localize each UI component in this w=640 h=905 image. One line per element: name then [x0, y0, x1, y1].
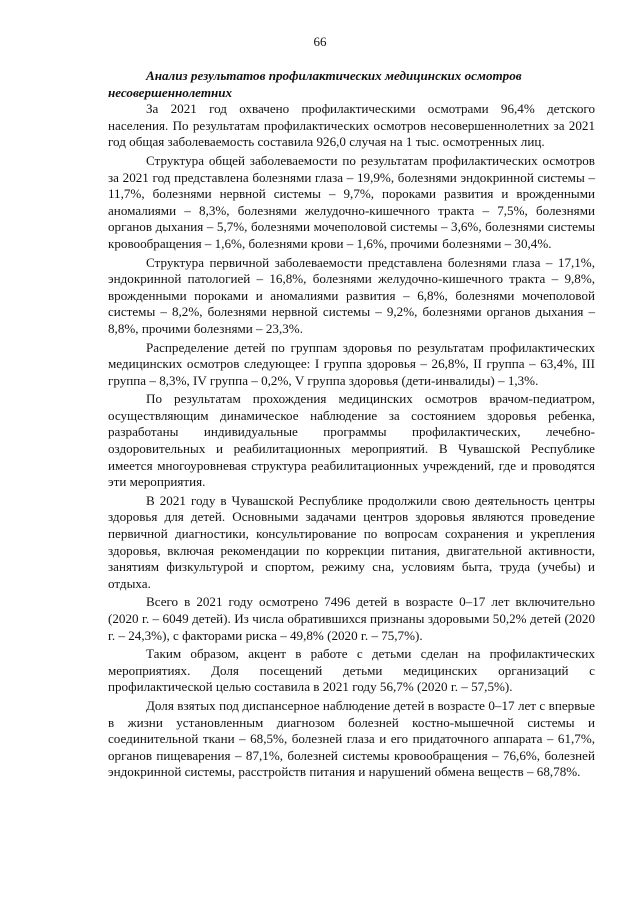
- paragraph-prevention-focus: Таким образом, акцент в работе с детьми сделан на профилактических мероприятиях. Доля посещений детьми медицинских организаций с профилактической целью составила в 2021 году 56,7% (2020 г. – 57,5%).: [108, 646, 595, 695]
- paragraph-dispensary-observation: Доля взятых под диспансерное наблюдение детей в возрасте 0–17 лет с впервые в жизни установленным диагнозом болезней костно-мышечной системы и соединительной ткани – 68,5%, болезней глаза и его придаточного аппарата – 61,7%, органов пищеварения – 87,1%, болезней системы кровообращения – 76,6%, болезней эндокринной системы, расстройств питания и нарушений обмена веществ – 68,78%.: [108, 697, 595, 780]
- page-number: 66: [313, 34, 327, 49]
- paragraph-primary-morbidity: Структура первичной заболеваемости представлена болезнями глаза – 17,1%, эндокринной патологией – 16,8%, болезнями желудочно-кишечного тракта – 9,8%, врожденными пороками и аномалиями развития – 6,8%, болезнями мочеполовой системы – 8,2%, болезнями нервной системы – 9,2%, болезнями органов дыхания – 8,8%, прочими болезнями – 23,3%.: [108, 254, 595, 336]
- document-body: [108, 68, 595, 783]
- paragraph-coverage: За 2021 год охвачено профилактическими осмотрами 96,4% детского населения. По результатам профилактических осмотров несовершеннолетних за 2021 год общая заболеваемость составила 926,0 случая на 1 тыс. осмотренных лиц.: [108, 101, 595, 150]
- paragraph-health-centers: В 2021 году в Чувашской Республике продолжили свою деятельность центры здоровья для детей. Основными задачами центров здоровья являются проведение первичной диагностики, консультирование по вопросам сохранения и укрепления здоровья, включая рекомендации по коррекции питания, двигательной активности, занятиям физкультурой и спортом, режиму сна, условиям быта, труда (учебы) и отдыха.: [108, 492, 595, 591]
- paragraph-general-morbidity: Структура общей заболеваемости по результатам профилактических осмотров за 2021 год представлена болезнями глаза – 19,9%, болезнями эндокринной системы – 11,7%, болезнями нервной системы – 9,7%, пороками развития и врожденными аномалиями – 8,3%, болезнями желудочно-кишечного тракта – 7,5%, болезнями органов дыхания – 5,7%, болезнями мочеполовой системы – 3,6%, болезнями системы кровообращения – 1,6%, болезнями крови – 1,6%, прочими болезнями – 30,4%.: [108, 152, 595, 251]
- paragraph-health-groups: Распределение детей по группам здоровья по результатам профилактических медицинских осмотров следующее: I группа здоровья – 26,8%, II группа – 63,4%, III группа – 8,3%, IV группа – 0,2%, V группа здоровья (дети-инвалиды) – 1,3%.: [108, 339, 595, 388]
- paragraph-rehabilitation: По результатам прохождения медицинских осмотров врачом-педиатром, осуществляющим динамическое наблюдение за состоянием здоровья ребенка, разработаны индивидуальные программы профилактических, лечебно-оздоровительных и реабилитационных мероприятий. В Чувашской Республике имеется многоуровневая структура реабилитационных учреждений, где и проводятся эти мероприятия.: [108, 391, 595, 490]
- paragraph-examined-children: Всего в 2021 году осмотрено 7496 детей в возрасте 0–17 лет включительно (2020 г. – 6049 детей). Из числа обратившихся признаны здоровыми 50,2% детей (2020 г. – 24,3%), с факторами риска – 49,8% (2020 г. – 75,7%).: [108, 594, 595, 643]
- section-heading: Анализ результатов профилактических медицинских осмотров несовершеннолетних: [108, 68, 522, 100]
